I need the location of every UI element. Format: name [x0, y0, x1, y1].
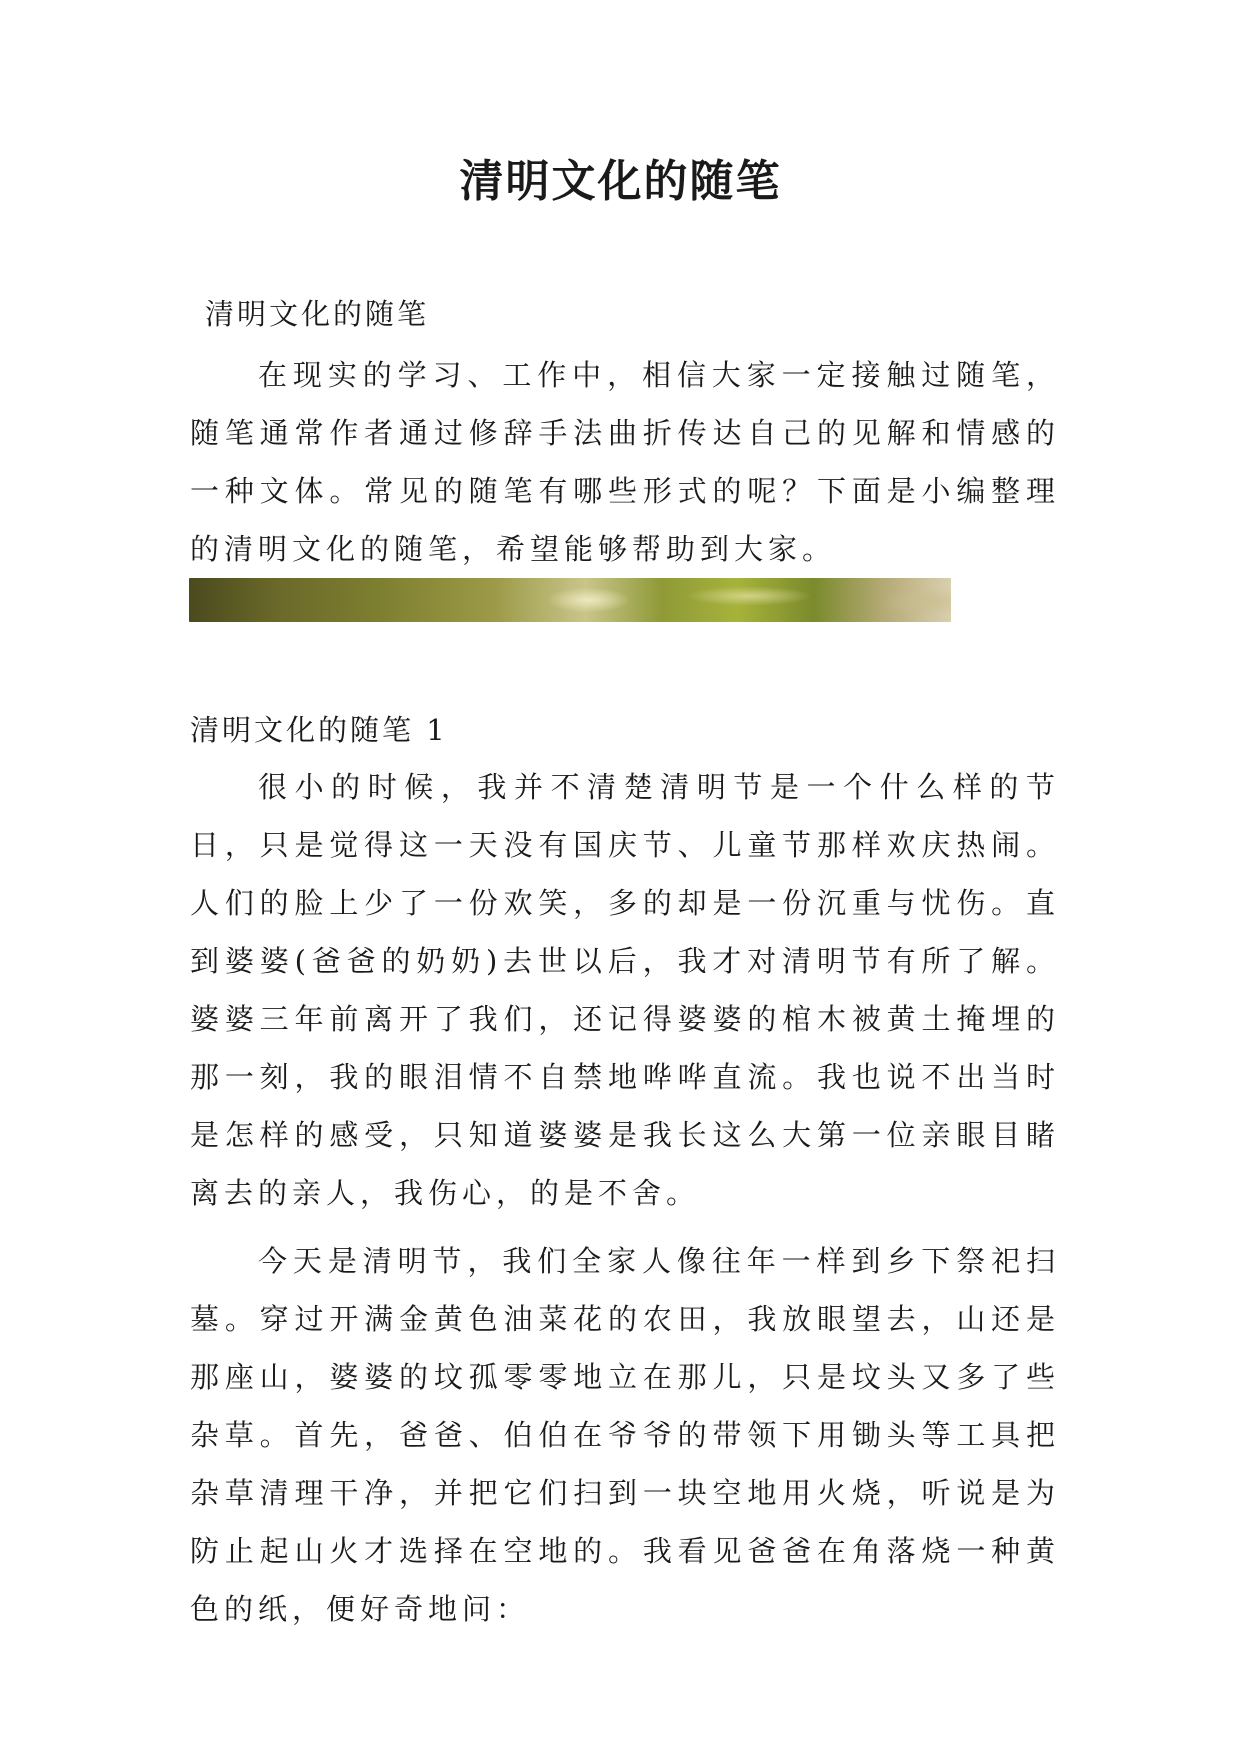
body-paragraph: 今天是清明节，我们全家人像往年一样到乡下祭祀扫墓。穿过开满金黄色油菜花的农田，我放眼望去，山还是那座山，婆婆的坟孤零零地立在那儿，只是坟头又多了些杂草。首先，爸爸、伯伯在爷爷的带领下用锄头等工具把杂草清理干净，并把它们扫到一块空地用火烧，听说是为防止起山火才选择在空地的。我看见爸爸在角落烧一种黄色的纸，便好奇地问：: [190, 1244, 1060, 1626]
document-title: 清明文化的随笔: [459, 156, 782, 207]
body-paragraph: 很小的时候，我并不清楚清明节是一个什么样的节日，只是觉得这一天没有国庆节、儿童节那样欢庆热闹。人们的脸上少了一份欢笑，多的却是一份沉重与忧伤。直到婆婆(爸爸的奶奶)去世以后，我才对清明节有所了解。婆婆三年前离开了我们，还记得婆婆的棺木被黄土掩埋的那一刻，我的眼泪情不自禁地哗哗直流。我也说不出当时是怎样的感受，只知道婆婆是我长这么大第一位亲眼目睹离去的亲人，我伤心，的是不舍。: [190, 770, 1060, 1210]
intro-paragraph: 在现实的学习、工作中，相信大家一定接触过随笔，随笔通常作者通过修辞手法曲折传达自己的见解和情感的一种文体。常见的随笔有哪些形式的呢？下面是小编整理的清明文化的随笔，希望能够帮助到大家。: [190, 358, 1060, 566]
article-subheading: 清明文化的随笔: [205, 297, 430, 331]
section-heading: 清明文化的随笔 1: [190, 713, 448, 747]
decorative-banner-image: [189, 578, 951, 622]
